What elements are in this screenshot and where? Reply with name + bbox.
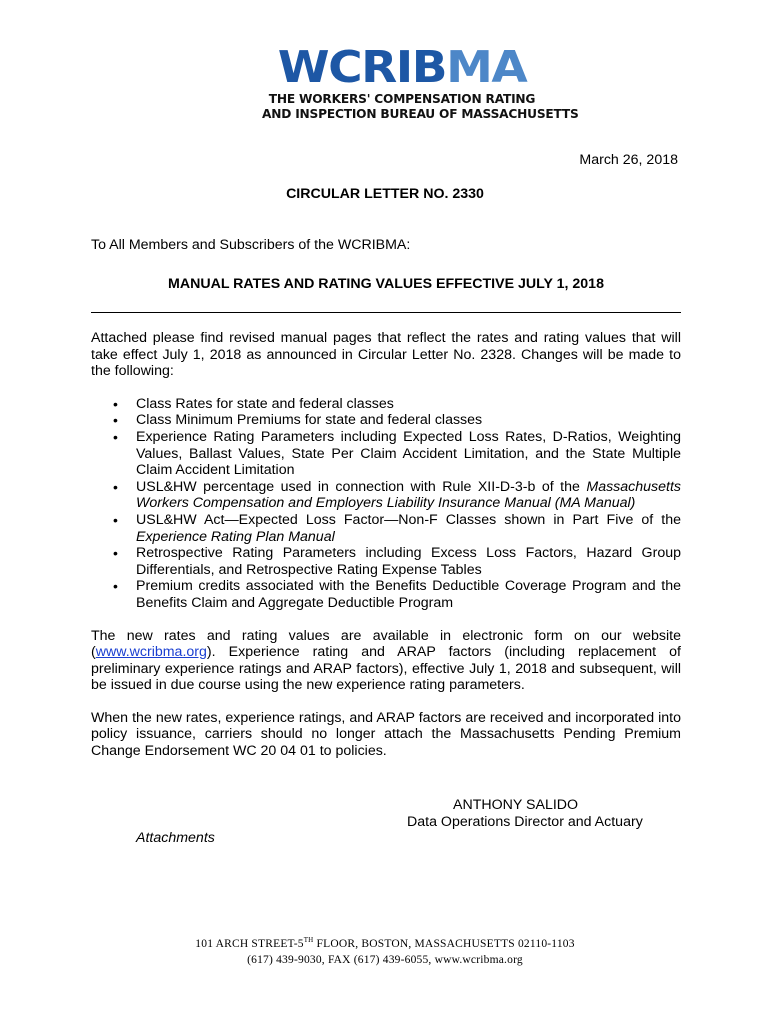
list-item-text: Premium credits associated with the Benefits Deductible Coverage Program and the Benefits Claim and Aggregate Deductible Program	[136, 578, 681, 611]
list-item-text: USL&HW Act—Expected Loss Factor—Non-F Classes shown in Part Five of the	[136, 511, 681, 528]
list-item-text: Experience Rating Parameters including Expected Loss Rates, D-Ratios, Weighting Values, Ballast Values, State Per Claim Accident Limitation, and the State Multiple Claim Accident Limitation	[136, 428, 681, 479]
footer-address-line	[0, 936, 770, 952]
list-item-text: USL&HW percentage used in connection with Rule XII-D-3-b of the	[136, 478, 587, 495]
logo-tagline-2: AND INSPECTION BUREAU OF MASSACHUSETTS	[262, 107, 579, 121]
website-paragraph	[91, 628, 681, 694]
list-item	[91, 429, 681, 479]
list-item	[91, 578, 681, 611]
paragraph-text: The new rates and rating values are available in electronic form on our website (	[91, 627, 681, 661]
logo-word-dark: WCRIB	[277, 42, 447, 93]
logo-word-light: MA	[446, 42, 527, 93]
logo-wordmark	[277, 42, 527, 93]
attachments-label: Attachments	[136, 830, 215, 846]
changes-list	[91, 396, 681, 612]
bullet-icon: •	[113, 511, 118, 528]
signer-title: Data Operations Director and Actuary	[407, 814, 643, 830]
list-item	[91, 479, 681, 512]
list-item	[91, 512, 681, 545]
salutation: To All Members and Subscribers of the WCRIBMA:	[91, 237, 411, 253]
list-item	[91, 412, 681, 429]
address-text: FLOOR, BOSTON, MASSACHUSETTS 02110-1103	[313, 938, 575, 950]
bullet-icon: •	[113, 578, 118, 595]
bullet-icon: •	[113, 412, 118, 429]
list-item-text: Class Rates for state and federal classes	[136, 395, 394, 412]
address-superscript: TH	[303, 936, 314, 945]
circular-letter-title: CIRCULAR LETTER NO. 2330	[286, 186, 484, 202]
wcribma-logo	[262, 42, 579, 122]
subject-heading: MANUAL RATES AND RATING VALUES EFFECTIVE JULY 1, 2018	[168, 276, 604, 292]
bullet-icon: •	[113, 395, 118, 412]
list-item-text: Class Minimum Premiums for state and federal classes	[136, 412, 483, 429]
list-item	[91, 545, 681, 578]
website-link[interactable]: www.wcribma.org	[95, 644, 207, 661]
bullet-icon: •	[113, 478, 118, 495]
bullet-icon: •	[113, 545, 118, 562]
manual-title: Massachusetts Workers Compensation and Employers Liability Insurance Manual (MA Manual)	[136, 478, 681, 512]
signer-name: ANTHONY SALIDO	[453, 797, 579, 813]
letter-date: March 26, 2018	[579, 152, 678, 168]
letter-body	[91, 330, 681, 760]
bullet-icon: •	[113, 428, 118, 445]
footer-address	[0, 936, 770, 968]
footer-contact-line: (617) 439-9030, FAX (617) 439-6055, www.wcribma.org	[247, 954, 523, 966]
divider-line	[91, 312, 681, 313]
list-item	[91, 396, 681, 413]
intro-paragraph: Attached please find revised manual pages that reflect the rates and rating values that will take effect July 1, 2018 as announced in Circular Letter No. 2328. Changes will be made to the following:	[91, 330, 681, 380]
endorsement-paragraph: When the new rates, experience ratings, and ARAP factors are received and incorporated into policy issuance, carriers should no longer attach the Massachusetts Pending Premium Change Endorsement WC 20 04 01 to policies.	[91, 709, 681, 760]
paragraph-text: ). Experience rating and ARAP factors (including replacement of preliminary experience ratings and ARAP factors), effective July 1, 2018 and subsequent, will be issued in due course using the new experience rating parameters.	[91, 644, 681, 694]
logo-tagline-1: THE WORKERS' COMPENSATION RATING	[268, 92, 536, 106]
manual-title: Experience Rating Plan Manual	[136, 528, 335, 545]
list-item-text: Retrospective Rating Parameters including Excess Loss Factors, Hazard Group Differentials, and Retrospective Rating Expense Tables	[136, 545, 681, 578]
address-text: 101 ARCH STREET-5	[195, 938, 304, 950]
